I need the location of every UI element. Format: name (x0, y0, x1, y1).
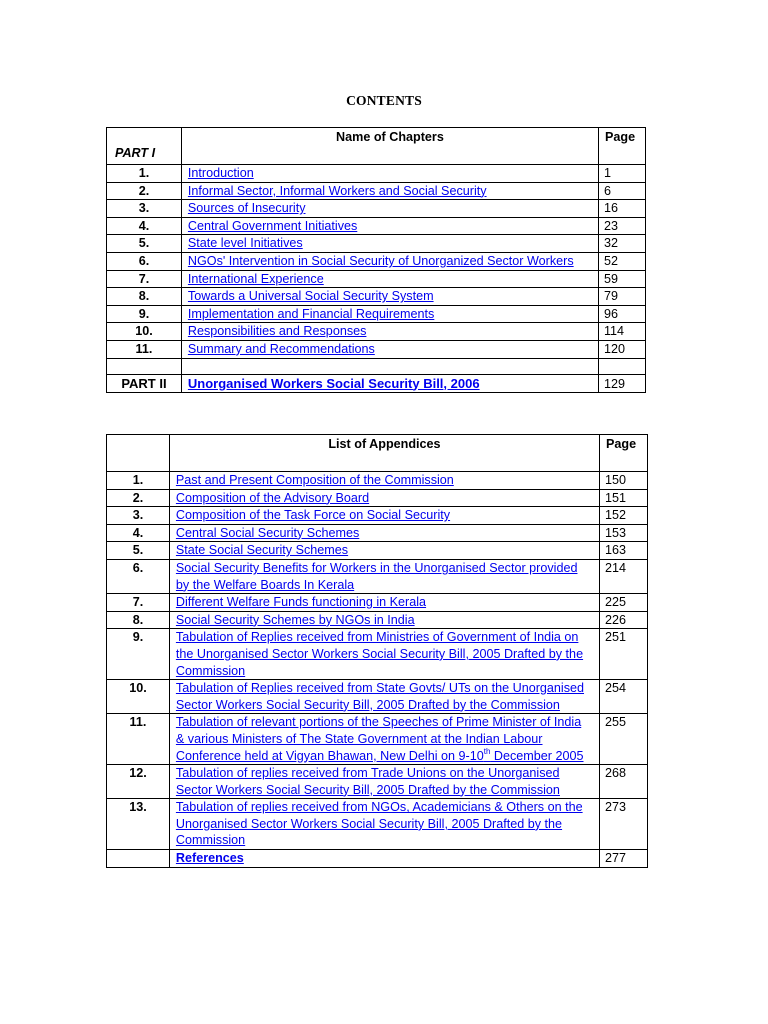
appendix-link-superscript: th (483, 746, 491, 756)
appendix-page: 151 (600, 489, 648, 507)
spacer-row (107, 358, 646, 374)
appendix-link[interactable]: Tabulation of replies received from Trade Unions on the Unorganised Sector Workers Social Security Bill, 2005 Drafted by the Commission (175, 766, 560, 797)
part1-label: PART I (107, 128, 182, 165)
table-row (107, 323, 646, 341)
chapter-page: 96 (598, 305, 645, 323)
table-row (107, 524, 648, 542)
references-row (107, 850, 648, 868)
appendix-page: 153 (600, 524, 648, 542)
chapter-link[interactable]: Informal Sector, Informal Workers and Social Security (187, 183, 487, 198)
part2-row (107, 374, 646, 393)
appendix-number: 8. (107, 611, 170, 629)
appendix-number: 5. (107, 542, 170, 560)
chapter-number: 9. (107, 305, 182, 323)
table-row (107, 714, 648, 765)
table-row (107, 799, 648, 850)
part2-page: 129 (598, 374, 645, 393)
chapter-page: 114 (598, 323, 645, 341)
chapter-link[interactable]: Towards a Universal Social Security System (187, 289, 434, 304)
chapter-page: 59 (598, 270, 645, 288)
chapter-link[interactable]: State level Initiatives (187, 236, 303, 251)
chapters-table (106, 127, 646, 393)
table-row (107, 472, 648, 490)
chapter-link[interactable]: Introduction (187, 166, 254, 180)
table-row (107, 165, 646, 183)
appendix-number: 13. (107, 799, 170, 850)
appendix-link[interactable]: State Social Security Schemes (175, 543, 349, 558)
appendix-number: 3. (107, 507, 170, 525)
appendix-number: 7. (107, 594, 170, 612)
chapter-page: 23 (598, 217, 645, 235)
table-row (107, 200, 646, 218)
appendix-page: 255 (600, 714, 648, 765)
appendix-number: 9. (107, 629, 170, 680)
references-link[interactable]: References (175, 851, 244, 866)
table-row (107, 629, 648, 680)
chapter-number: 3. (107, 200, 182, 218)
appendix-link[interactable]: Tabulation of Replies received from Ministries of Government of India on the Unorganised Sector Workers Social Security Bill, 2005 Drafted by the Commission (175, 630, 584, 678)
appendix-number: 4. (107, 524, 170, 542)
chapter-link[interactable]: Sources of Insecurity (187, 201, 306, 216)
chapters-header-row (107, 128, 646, 165)
appendix-page: 163 (600, 542, 648, 560)
appendix-number: 11. (107, 714, 170, 765)
chapter-number: 8. (107, 288, 182, 306)
table-row (107, 340, 646, 358)
appendix-page: 152 (600, 507, 648, 525)
table-row (107, 542, 648, 560)
table-row (107, 235, 646, 253)
appendices-page-header: Page (600, 435, 648, 472)
chapter-number: 2. (107, 182, 182, 200)
table-row (107, 288, 646, 306)
appendix-link[interactable]: Different Welfare Funds functioning in Kerala (175, 595, 427, 610)
appendix-link[interactable]: Central Social Security Schemes (175, 525, 360, 540)
table-row (107, 680, 648, 714)
chapter-link[interactable]: Responsibilities and Responses (187, 324, 367, 339)
chapter-link[interactable]: Summary and Recommendations (187, 341, 375, 356)
chapter-page: 32 (598, 235, 645, 253)
table-row (107, 765, 648, 799)
chapter-page: 52 (598, 252, 645, 270)
appendix-page: 225 (600, 594, 648, 612)
chapter-page: 79 (598, 288, 645, 306)
appendix-page: 251 (600, 629, 648, 680)
appendix-number: 6. (107, 559, 170, 593)
appendix-page: 273 (600, 799, 648, 850)
chapter-link[interactable]: NGOs' Intervention in Social Security of Unorganized Sector Workers (187, 253, 574, 268)
page-title: CONTENTS (346, 93, 422, 108)
appendix-link[interactable]: Composition of the Advisory Board (175, 490, 370, 505)
appendix-link[interactable]: Tabulation of Replies received from State Govts/ UTs on the Unorganised Sector Workers Social Security Bill, 2005 Drafted by the Commission (175, 681, 585, 712)
appendix-page: 254 (600, 680, 648, 714)
appendix-link-text: Tabulation of relevant portions of the Speeches of Prime Minister of India & various Ministers of The State Government at the Indian Labour Conference held at Vigyan Bhawan, New Delhi on 9-10 (175, 715, 582, 763)
appendix-link[interactable]: Tabulation of replies received from NGOs, Academicians & Others on the Unorganised Sector Workers Social Security Bill, 2005 Drafted by the Commission (175, 800, 583, 848)
chapter-link[interactable]: Implementation and Financial Requirements (187, 306, 435, 321)
chapters-name-header: Name of Chapters (181, 128, 598, 165)
appendix-number: 10. (107, 680, 170, 714)
appendix-link[interactable]: Past and Present Composition of the Commission (175, 473, 454, 487)
appendix-page: 150 (600, 472, 648, 490)
chapter-number: 4. (107, 217, 182, 235)
table-row (107, 594, 648, 612)
chapter-number: 1. (107, 165, 182, 183)
table-row (107, 559, 648, 593)
table-row (107, 305, 646, 323)
appendix-link[interactable]: Composition of the Task Force on Social Security (175, 508, 451, 523)
chapters-page-header: Page (598, 128, 645, 165)
table-row (107, 507, 648, 525)
table-row (107, 182, 646, 200)
appendices-table (106, 434, 648, 868)
table-row (107, 217, 646, 235)
appendix-page: 268 (600, 765, 648, 799)
appendix-link-text-tail: December 2005 (490, 748, 584, 763)
chapter-number: 11. (107, 340, 182, 358)
chapter-page: 6 (598, 182, 645, 200)
appendix-link[interactable]: Social Security Benefits for Workers in the Unorganised Sector provided by the Welfare Boards In Kerala (175, 560, 578, 592)
part2-link[interactable]: Unorganised Workers Social Security Bill, 2006 (187, 375, 480, 391)
table-row (107, 611, 648, 629)
appendices-name-header: List of Appendices (169, 435, 599, 472)
appendix-number: 1. (107, 472, 170, 490)
chapter-page: 120 (598, 340, 645, 358)
chapter-link[interactable]: Central Government Initiatives (187, 218, 358, 233)
table-row (107, 270, 646, 288)
part2-label: PART II (107, 374, 182, 393)
appendix-page: 226 (600, 611, 648, 629)
references-page: 277 (600, 850, 648, 868)
chapter-page: 1 (598, 165, 645, 183)
chapter-link[interactable]: International Experience (187, 271, 324, 286)
chapter-number: 7. (107, 270, 182, 288)
chapter-number: 5. (107, 235, 182, 253)
table-row (107, 489, 648, 507)
appendix-link[interactable] (176, 715, 584, 762)
chapter-page: 16 (598, 200, 645, 218)
appendices-header-row (107, 435, 648, 472)
table-row (107, 252, 646, 270)
chapter-number: 10. (107, 323, 182, 341)
appendix-number: 12. (107, 765, 170, 799)
appendix-link[interactable]: Social Security Schemes by NGOs in India (175, 612, 415, 627)
appendix-number: 2. (107, 489, 170, 507)
appendix-page: 214 (600, 559, 648, 593)
chapter-number: 6. (107, 252, 182, 270)
